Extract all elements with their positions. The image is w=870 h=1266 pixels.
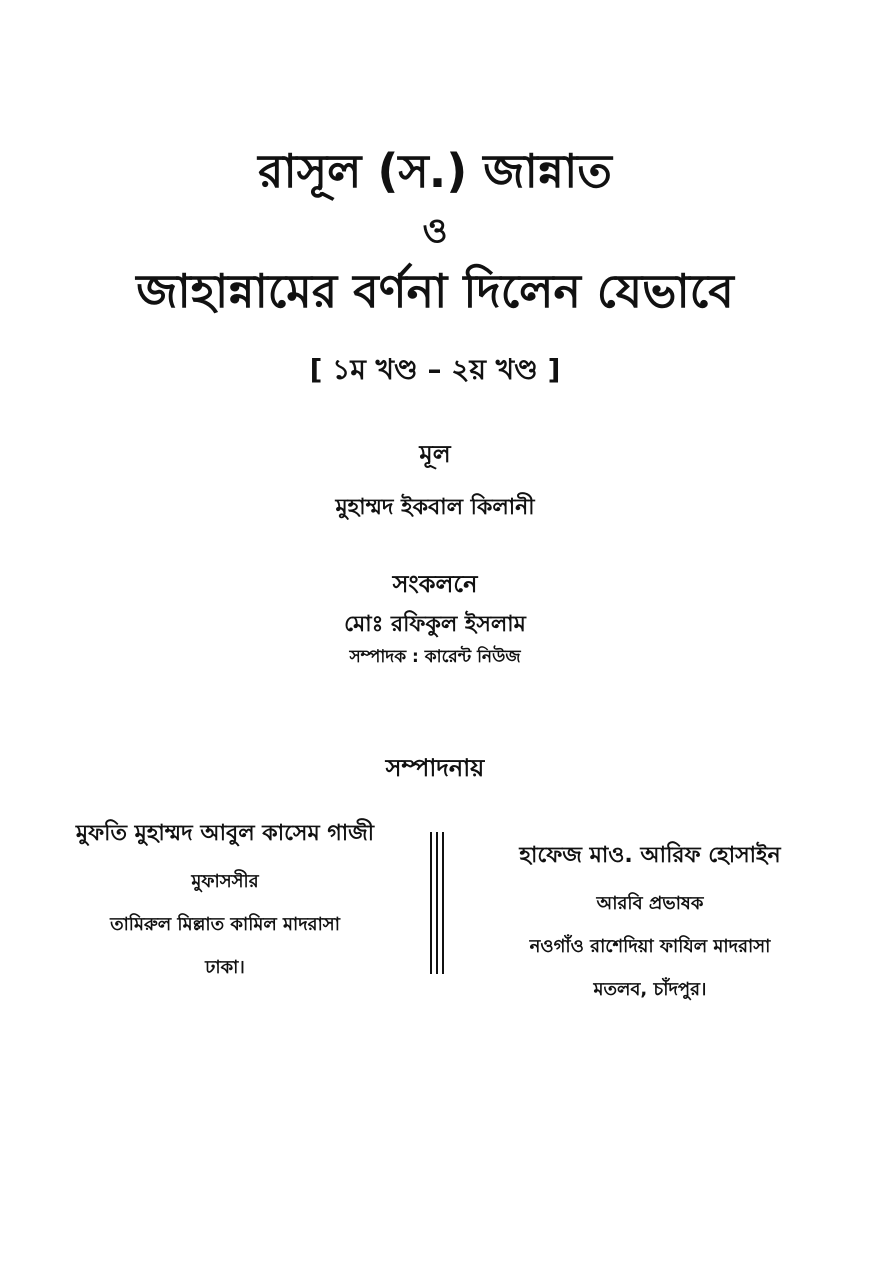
column-divider-1 <box>430 832 432 974</box>
original-author: মুহাম্মদ ইকবাল কিলানী <box>335 495 535 520</box>
compilation-label: সংকলনে <box>392 570 478 598</box>
editor-right-name: হাফেজ মাও. আরিফ হোসাইন <box>519 843 781 868</box>
editor-left-place: ঢাকা। <box>205 957 245 978</box>
editor-left-name: মুফতি মুহাম্মদ আবুল কাসেম গাজী <box>75 821 375 846</box>
editor-left <box>40 816 410 984</box>
column-divider-2 <box>436 832 438 974</box>
editor-left-title: মুফাসসীর <box>191 871 259 892</box>
editing-label: সম্পাদনায় <box>385 754 485 782</box>
compiler-name: মোঃ রফিকুল ইসলাম <box>344 612 526 637</box>
book-title-line1: রাসূল (স.) জান্নাত <box>258 144 612 198</box>
volume-range: [ ১ম খণ্ড – ২য় খণ্ড ] <box>309 353 561 386</box>
editor-right-institution: নওগাঁও রাশেদিয়া ফাযিল মাদরাসা <box>529 936 771 957</box>
column-divider-3 <box>442 832 444 974</box>
book-title-connector: ও <box>422 211 448 251</box>
compiler-role: সম্পাদক : কারেন্ট নিউজ <box>349 647 521 667</box>
editor-left-institution: তামিরুল মিল্লাত কামিল মাদরাসা <box>110 914 340 935</box>
editor-right <box>460 838 840 1006</box>
editor-right-place: মতলব, চাঁদপুর। <box>593 979 707 1000</box>
book-title-line2: জাহান্নামের বর্ণনা দিলেন যেভাবে <box>136 264 734 318</box>
original-label: মূল <box>419 440 451 468</box>
editor-right-title: আরবি প্রভাষক <box>596 893 704 914</box>
